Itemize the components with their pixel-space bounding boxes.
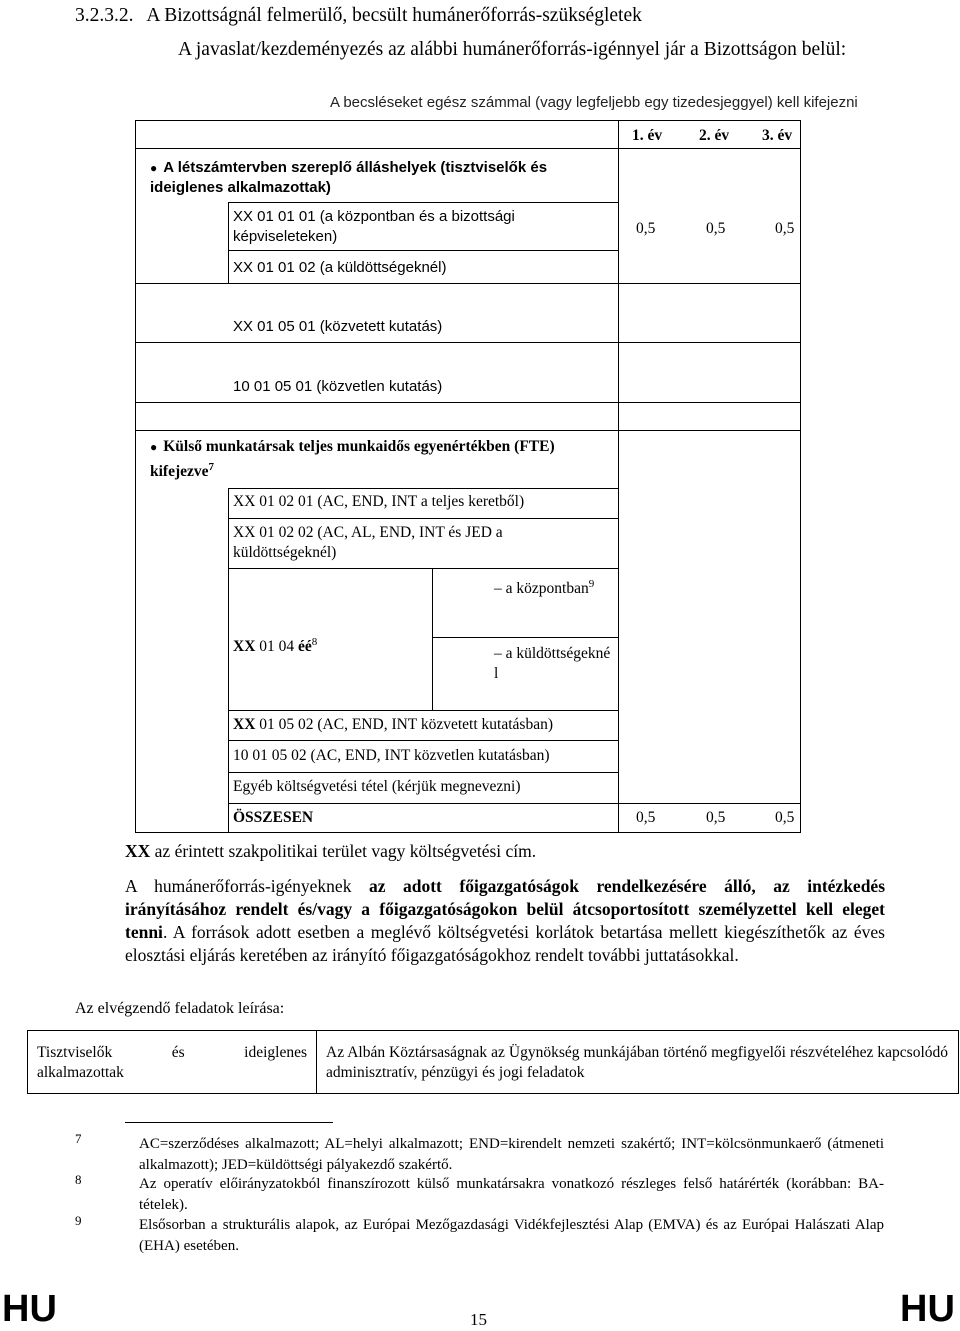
staff-row-label: 10 01 05 01 (közvetlen kutatás) [233,378,443,395]
external-row-label: XX 01 02 02 (AC, AL, END, INT és JED a küldöttségeknél) [233,524,503,561]
page-number: 15 [470,1310,487,1329]
staff-row-label: XX 01 05 01 (közvetett kutatás) [233,318,443,335]
footnote-text: Elsősorban a strukturális alapok, az Európai Mezőgazdasági Vidékfejlesztési Alap (EMVA) és az Európai Halászati Alap (EHA) esetében. [139,1217,884,1254]
estimate-note: A becsléseket egész számmal (vagy legfeljebb egy tizedesjeggyel) kell kifejezni [330,94,858,111]
footer-lang-left: HU [2,1288,57,1330]
external-section-title: ● Külső munkatársak teljes munkaidős egyenértékben (FTE) kifejezve$^7$ [150,438,555,481]
table-line [316,1031,317,1093]
table-line [228,740,618,741]
table-line [135,283,800,284]
total-value: 0,5 [706,809,726,826]
table-line [618,120,619,833]
external-row-label: 10 01 05 02 (AC, END, INT közvetlen kutatásban) [233,747,550,764]
bullet-icon: ● [150,161,158,175]
external-row-label: Egyéb költségvetési tétel (kérjük megnevezni) [233,778,521,795]
table-line [135,430,800,431]
total-label: ÖSSZESEN [233,809,314,826]
section-intro: A javaslat/kezdeményezés az alábbi humánerőforrás-igénnyel jár a Bizottságon belül: [178,39,847,60]
year-header-1: 1. év [632,127,663,144]
tasks-table [27,1030,959,1094]
staff-row-label: XX 01 01 02 (a küldöttségeknél) [233,259,447,276]
section-number: 3.2.3.2. [75,5,134,26]
table-line [228,803,800,804]
staff-row-value: 0,5 [706,220,726,237]
table-line [228,518,618,519]
total-value: 0,5 [636,809,656,826]
tasks-title: Az elvégzendő feladatok leírása: [75,1000,285,1017]
tasks-staff-cell: Tisztviselők és ideiglenes alkalmazottak [37,1044,307,1081]
tasks-description-cell: Az Albán Köztársaságnak az Ügynökség munkájában történő megfigyelői részvételéhez kapcsolódó adminisztratív, pénzügyi és jogi feladatok [326,1044,948,1081]
footnote-separator [125,1122,333,1123]
year-header-2: 2. év [699,127,730,144]
external-row-label: XX 01 04 $éé^8$ [233,636,318,656]
table-line [135,832,800,833]
table-line [228,488,229,833]
staff-section-title: ● A létszámtervben szereplő álláshelyek (tisztviselők és ideiglenes alkalmazottak) [150,159,548,196]
table-line [135,120,800,121]
table-line [228,710,618,711]
footnote-text: Az operatív előirányzatokból finanszírozott külső munkatársakra vonatkozó részleges felső határérték (korábban: BA-tételek). [139,1176,884,1213]
footnote-number: 7 [75,1131,82,1146]
section-heading [75,5,642,27]
total-value: 0,5 [775,809,795,826]
table-line [228,772,618,773]
table-line [135,402,800,403]
table-line [135,148,800,149]
footnote-number: 8 [75,1172,82,1187]
table-line [228,202,618,203]
table-line [800,120,801,833]
table-line [228,202,229,283]
table-line [432,568,433,710]
hr-paragraph: A humánerőforrás-igényeknek az adott főigazgatóságok rendelkezésére álló, az intézkedés irányításához rendelt és/vagy a főigazgatóságokon belül átcsoportosított személyzettel kell eleget tenni. A források adott esetben a meglévő költségvetési korlátok betartása mellett kiegészíthetők az éves elosztási eljárás keretében az irányító főigazgatóságokhoz rendelt további juttatásokkal. [125,876,886,965]
table-line [135,120,136,833]
table-line [135,342,800,343]
table-line [228,250,618,251]
year-header-3: 3. év [762,127,793,144]
staff-row-value: 0,5 [775,220,795,237]
table-line [228,488,618,489]
table-line [228,568,618,569]
table-line [432,637,618,638]
staff-row-value: 0,5 [636,220,656,237]
bullet-icon: ● [150,440,158,454]
footnote-text: AC=szerződéses alkalmazott; AL=helyi alkalmazott; END=kirendelt nemzeti szakértő; INT=kölcsönmunkaerő (átmeneti alkalmazott); JED=küldöttségi pályakezdő szakértő. [139,1136,884,1173]
footer-lang-right: HU [900,1288,955,1330]
external-subrow-label: – a küldöttségeknél [494,645,611,682]
external-subrow-label: – a központban$^9$ [494,578,595,598]
staff-row-label: XX 01 01 01 (a központban és a bizottsági képviseleteken) [233,208,515,245]
section-title: A Bizottságnál felmerülő, becsült humánerőforrás-szükségletek [146,5,642,26]
external-row-label: XX 01 05 02 (AC, END, INT közvetett kutatásban) [233,716,553,733]
external-row-label: XX 01 02 01 (AC, END, INT a teljes keretből) [233,493,525,510]
xx-note: XX az érintett szakpolitikai terület vagy költségvetési cím. [125,841,537,861]
footnote-number: 9 [75,1213,82,1228]
